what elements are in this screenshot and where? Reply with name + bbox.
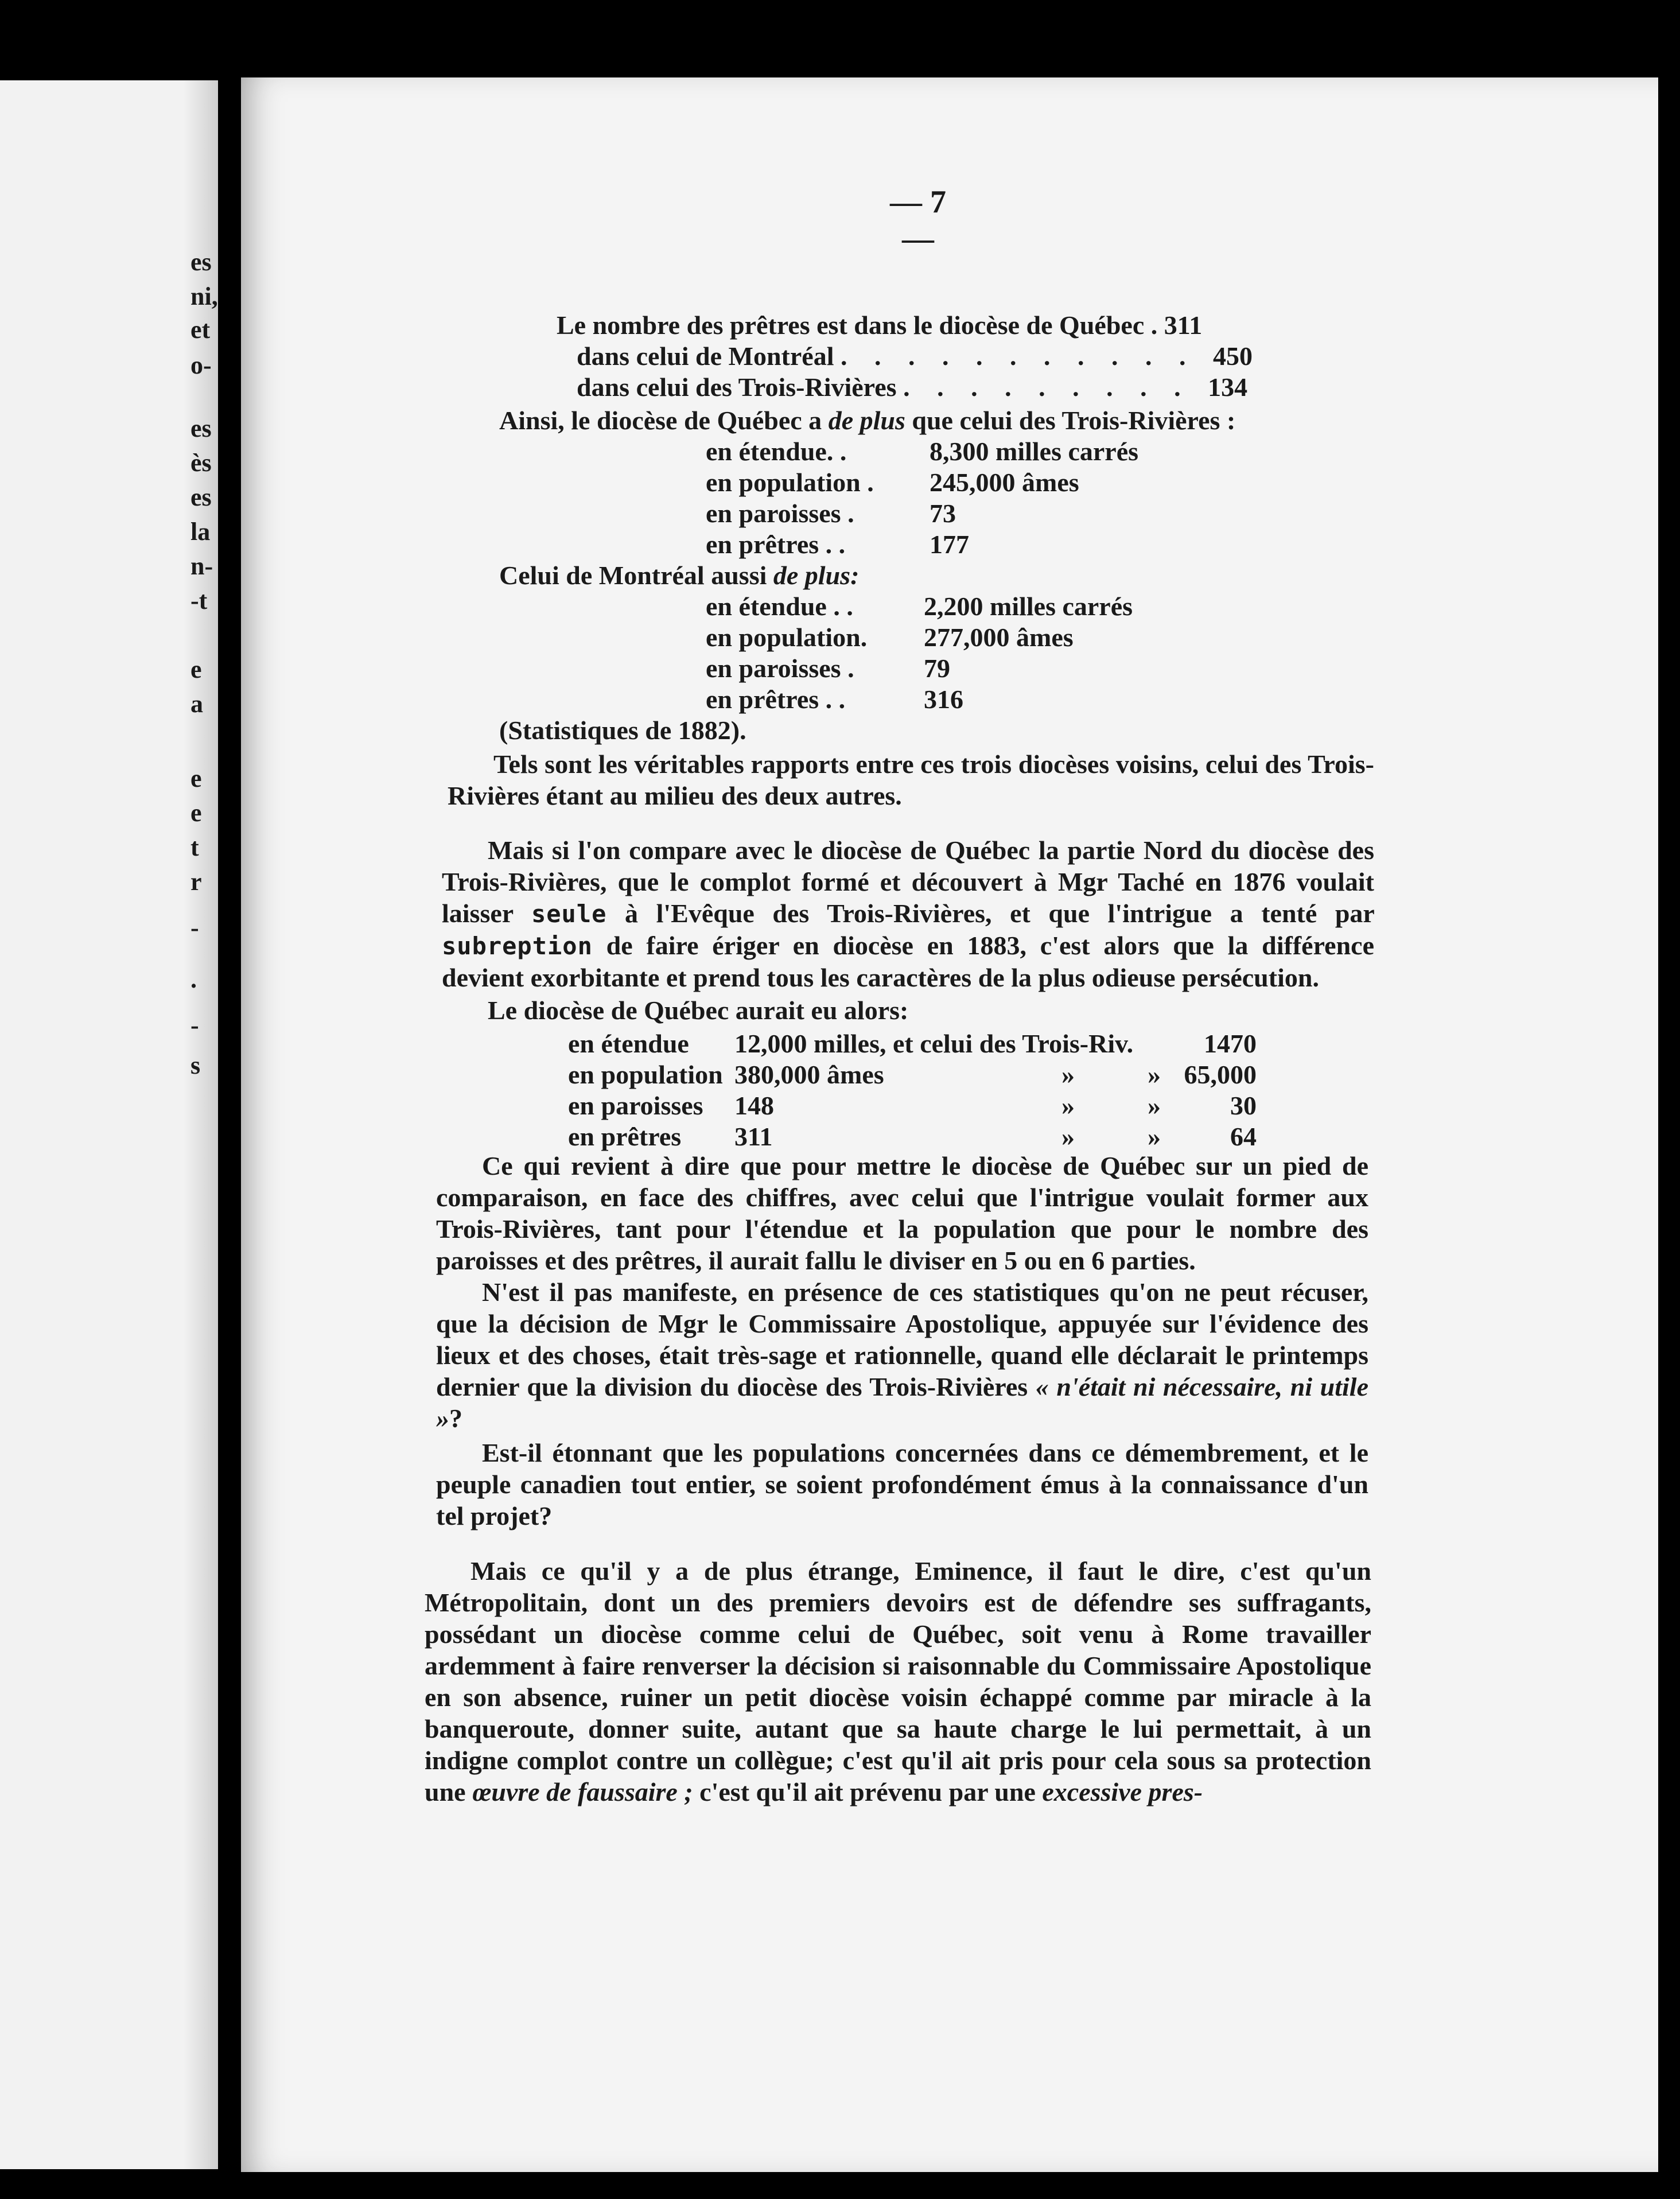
paragraph-ce-qui: Ce qui revient à dire que pour mettre le diocèse de Québec sur un pied de comparaison, en face des chiffres, avec celui que l'intrigue voulait former aux Trois-Rivières, tant pour l'étendue et la population que pour le nombre des paroisses et des prêtres, il aurait fallu le diviser en 5 ou en 6 parties. — [436, 1151, 1368, 1275]
comparison-cell-q: 12,000 milles, et celui des Trois-Riv. — [734, 1029, 1134, 1058]
ainsi-line: Ainsi, le diocèse de Québec a de plus que celui des Trois-Rivières : — [499, 406, 1236, 435]
left-page-fragment: -t — [190, 586, 208, 615]
comparison-cell-m1: » — [1061, 1122, 1075, 1151]
aurait-line: Le diocèse de Québec aurait eu alors: — [488, 996, 909, 1025]
quebec-stat-row — [706, 467, 1222, 498]
left-page-fragment: . — [190, 965, 197, 993]
montreal-stat-row — [706, 653, 1222, 684]
quebec-stat-row — [706, 529, 1222, 560]
comparison-cell-label: en étendue — [568, 1029, 689, 1058]
left-page-fragment: e — [190, 799, 202, 827]
quebec-stat-value: 73 — [930, 499, 956, 528]
montreal-stat-row — [706, 591, 1222, 622]
priests-line-quebec: Le nombre des prêtres est dans le diocèse de Québec . 311 — [557, 310, 1203, 340]
paragraph-est-il: Est-il étonnant que les populations concernées dans ce démembrement, et le peuple canadien tout entier, se soient profondément émus à la connaissance d'un tel projet? — [436, 1438, 1368, 1530]
montreal-stat-label: en population. — [706, 623, 868, 652]
montreal-stat-value: 277,000 âmes — [924, 623, 1074, 652]
montreal-stat-row — [706, 684, 1222, 715]
left-page-fragment: et — [190, 316, 211, 344]
comparison-cell-tr: 1470 — [1204, 1029, 1257, 1058]
comparison-cell-q: 311 — [734, 1122, 773, 1151]
quebec-stat-label: en prêtres . . — [706, 530, 846, 559]
left-page-fragment: r — [190, 868, 202, 896]
left-page-fragment: e — [190, 655, 202, 683]
montreal-stat-value: 79 — [924, 654, 950, 683]
page-number: — 7 — — [890, 184, 946, 257]
left-page-fragment: e — [190, 764, 202, 792]
comparison-cell-label: en prêtres — [568, 1122, 682, 1151]
paragraph-nest-il: N'est il pas manifeste, en présence de ces statistiques qu'on ne peut récuser, que la décision de Mgr le Commissaire Apostolique, appuyée sur l'évidence des lieux et des choses, était très-sage et rationnelle, quand elle déclarait le printemps dernier que la division du diocèse des Trois-Rivières « n'était ni nécessaire, ni utile »? — [436, 1277, 1368, 1433]
montreal-stat-label: en étendue . . — [706, 592, 853, 621]
statistics-note: (Statistiques de 1882). — [499, 716, 746, 745]
comparison-cell-m2: » — [1148, 1091, 1161, 1120]
comparison-cell-label: en population — [568, 1060, 723, 1089]
left-page-fragment: es — [190, 248, 212, 276]
montreal-stat-label: en prêtres . . — [706, 685, 846, 714]
comparison-cell-m2: » — [1148, 1122, 1161, 1151]
quebec-stat-value: 245,000 âmes — [930, 468, 1079, 497]
priests-line-montreal: dans celui de Montréal . . . . . . . . . . . 450 — [577, 341, 1253, 371]
montreal-stat-row — [706, 622, 1222, 653]
comparison-cell-m2: » — [1148, 1060, 1161, 1089]
montreal-line: Celui de Montréal aussi de plus: — [499, 561, 860, 590]
comparison-cell-m1: » — [1061, 1091, 1075, 1120]
left-page-fragment: la — [190, 518, 211, 546]
left-page-fragment: ès — [190, 449, 212, 477]
paragraph-mais-metropolitain: Mais ce qu'il y a de plus étrange, Eminence, il faut le dire, c'est qu'un Métropolitain, dont un des premiers devoirs est de défendre ses suffragants, possédant un diocèse comme celui de Québec, soit venu à Rome travailler ardemment à faire renverser la décision si raisonnable du Commissaire Apostolique en son absence, ruiner un petit diocèse voisin échappé comme par miracle à la banqueroute, donner suite, autant que sa haute charge le lui permettait, à un indigne complot contre un collègue; c'est qu'il ait pris pour cela sous sa protection une œuvre de faussaire ; c'est qu'il ait prévenu par une excessive pres- — [425, 1556, 1371, 1806]
comparison-cell-label: en paroisses — [568, 1091, 703, 1120]
quebec-stat-row — [706, 498, 1222, 529]
left-page-fragment: es — [190, 483, 212, 511]
left-page-fragment: o- — [190, 351, 212, 379]
montreal-stat-value: 2,200 milles carrés — [924, 592, 1133, 621]
montreal-stat-value: 316 — [924, 685, 963, 714]
comparison-row — [568, 1028, 1257, 1059]
quebec-stat-label: en étendue. . — [706, 437, 847, 466]
left-page-edge — [0, 80, 218, 2169]
quebec-stat-label: en population . — [706, 468, 874, 497]
montreal-stat-label: en paroisses . — [706, 654, 854, 683]
left-page-fragment: - — [190, 914, 199, 942]
quebec-stat-value: 8,300 milles carrés — [930, 437, 1139, 466]
quebec-stat-label: en paroisses . — [706, 499, 854, 528]
left-page-fragment: ni, — [190, 282, 218, 310]
left-page-fragment: s — [190, 1051, 201, 1079]
comparison-cell-q: 148 — [734, 1091, 774, 1120]
paragraph-tels: Tels sont les véritables rapports entre ces trois diocèses voisins, celui des Trois-Rivières étant au milieu des deux autres. — [448, 749, 1374, 810]
quebec-stat-value: 177 — [930, 530, 969, 559]
comparison-row — [568, 1090, 1257, 1121]
quebec-stat-row — [706, 436, 1222, 467]
left-page-fragment: n- — [190, 552, 213, 580]
left-page-fragment: t — [190, 833, 199, 861]
left-page-fragment: a — [190, 690, 203, 718]
comparison-cell-tr: 64 — [1230, 1122, 1257, 1151]
left-page-fragment: es — [190, 414, 212, 442]
comparison-cell-tr: 30 — [1230, 1091, 1257, 1120]
comparison-cell-q: 380,000 âmes — [734, 1060, 884, 1089]
comparison-row — [568, 1121, 1257, 1152]
comparison-cell-tr: 65,000 — [1184, 1060, 1257, 1089]
comparison-cell-m1: » — [1061, 1060, 1075, 1089]
priests-line-trois-rivieres: dans celui des Trois-Rivières . . . . . . . . . 134 — [577, 372, 1248, 402]
left-page-shadow — [184, 80, 218, 2169]
left-page-fragment: - — [190, 1011, 199, 1039]
paragraph-mais-compare: Mais si l'on compare avec le diocèse de Québec la partie Nord du diocèse des Trois-Rivières, que le complot formé et découvert à Mgr Taché en 1876 voulait laisser seule à l'Evêque des Trois-Rivières, et que l'intrigue a tenté par subreption de faire ériger en diocèse en 1883, c'est alors que la différence devient exorbitante et prend tous les caractères de la plus odieuse persécution. — [442, 836, 1375, 992]
comparison-row — [568, 1059, 1257, 1090]
